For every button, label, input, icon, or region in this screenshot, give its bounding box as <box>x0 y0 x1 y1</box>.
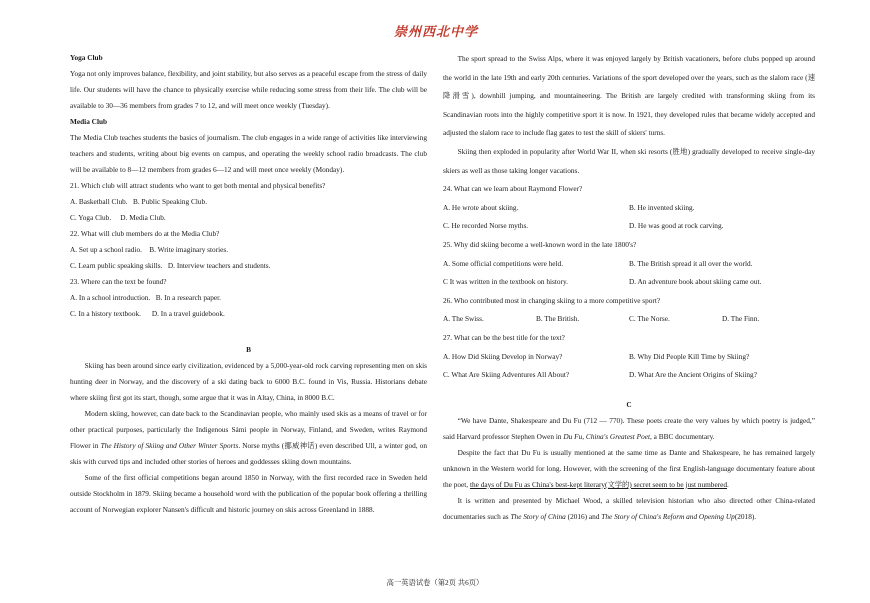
media-club-title: Media Club <box>70 117 108 126</box>
q24-d: D. He was good at rock carving. <box>629 221 724 231</box>
q27-options-cd <box>443 366 815 385</box>
section-b-heading: B <box>246 345 251 354</box>
q23-b: B. In a research paper. <box>155 293 221 302</box>
passage-b-paragraph-1: Skiing has been around since early civilization, evidenced by a 5,000-year-old rock carving representing men on skis hunting deer in Norway, and the discovery of a ski dating back to 6000 B.C. found in Vis, Russia. Historians debate where skiing first got its start, though, some argue that it was in Altay, China, in 8000 B.C. <box>70 361 427 402</box>
yoga-club-title: Yoga Club <box>70 53 103 62</box>
q25-options-cd <box>443 273 815 292</box>
q24-a: A. He wrote about skiing. <box>443 202 519 212</box>
q24-b: B. He invented skiing. <box>629 202 695 212</box>
page-footer: 高一英语试卷（第2页 共6页） <box>386 578 484 587</box>
q25-c: C It was written in the textbook on history. <box>443 277 568 287</box>
q25-a: A. Some official competitions were held. <box>443 258 564 268</box>
passage-b-p2-end: . Norse myths (挪威神话) even described Ull, a winter god, on skis with curved tips and included other stories of heroes and goddesses skiing down mountains. <box>70 441 428 466</box>
q23-a: A. In a school introduction. <box>70 293 151 302</box>
q24-options-cd <box>443 217 815 236</box>
q26-d: D. The Finn. <box>722 314 760 324</box>
section-c-heading: C <box>626 399 632 409</box>
passage-b-paragraph-5: Skiing then exploded in popularity after World War II, when ski resorts (胜地) gradually developed to receive single-day skiers as well as those taking longer vacations. <box>443 146 815 175</box>
right-column <box>443 50 815 525</box>
q21-b: B. Public Speaking Club. <box>133 197 208 206</box>
q27-d: D. What Are the Ancient Origins of Skiing? <box>629 370 757 380</box>
q24-c: C. He recorded Norse myths. <box>443 221 529 231</box>
q23-options-cd <box>70 306 427 322</box>
passage-c-p1-start: “We have Dante, Shakespeare and Du Fu (712 — 770). These poets create the very values by which poetry is judged,” said Harvard professor Stephen Owen in <box>443 415 815 441</box>
passage-c-p1-end: , a BBC documentary. <box>650 431 715 441</box>
q22-stem: 22. What will club members do at the Media Club? <box>70 229 220 238</box>
school-logo: 崇州西北中学 <box>393 24 478 39</box>
q24-options-ab <box>443 199 815 218</box>
q26-b: B. The British. <box>536 314 580 324</box>
q26-options <box>443 310 815 329</box>
underlined-sentence: the days of Du Fu as China's best-kept literary(文学的) secret seem to be just numbered <box>469 479 728 489</box>
q27-stem: 27. What can be the best title for the text? <box>443 332 565 342</box>
media-club-text: The Media Club teaches students the basics of journalism. The club engages in a wide range of activities like interviewing teachers and students, writing about big events on campus, and operating the weekly school radio broadcasts. The club will be available to 8—12 members from grades 6—12 and will meet once weekly (Monday). <box>70 133 427 174</box>
passage-c-p3-mid: (2016) and <box>565 511 602 521</box>
q25-d: D. An adventure book about skiing came out. <box>629 277 762 287</box>
q21-a: A. Basketball Club. <box>70 197 128 206</box>
passage-c-paragraph-1 <box>443 413 815 445</box>
q23-d: D. In a travel guidebook. <box>151 309 225 318</box>
passage-c-p2-start: Despite the fact that Du Fu is usually mentioned at the same time as Dante and Shakespeare, he has remained largely unknown in the Western world for long. However, with the screening of the first English-language documentary feature about the poet, <box>443 447 815 489</box>
q22-d: D. Interview teachers and students. <box>167 261 271 270</box>
documentary-title-reform-and-opening-up: The Story of China's Reform and Opening Up <box>601 511 735 521</box>
documentary-title-story-of-china: The Story of China <box>510 511 566 521</box>
book-title-history-of-skiing: The History of Skiing and Other Winter Sports <box>100 441 239 450</box>
q24-stem: 24. What can we learn about Raymond Flower? <box>443 184 583 194</box>
q25-b: B. The British spread it all over the world. <box>629 258 753 268</box>
passage-c-paragraph-3 <box>443 493 815 525</box>
q22-options-ab <box>70 242 427 258</box>
q22-options-cd <box>70 258 427 274</box>
passage-c-paragraph-2 <box>443 445 815 493</box>
q27-options-ab <box>443 348 815 367</box>
q25-stem: 25. Why did skiing become a well-known word in the late 1800's? <box>443 239 637 249</box>
passage-c-p3-end: (2018). <box>734 511 757 521</box>
passage-b-paragraph-2 <box>70 406 427 470</box>
q21-stem: 21. Which club will attract students who want to get both mental and physical benefits? <box>70 181 326 190</box>
q22-a: A. Set up a school radio. <box>70 245 142 254</box>
q27-b: B. Why Did People Kill Time by Skiing? <box>629 351 750 361</box>
q26-a: A. The Swiss. <box>443 314 484 324</box>
q23-options-ab <box>70 290 427 306</box>
passage-c-p2-end: . <box>727 479 729 489</box>
q23-c: C. In a history textbook. <box>70 309 141 318</box>
q27-c: C. What Are Skiing Adventures All About? <box>443 370 570 380</box>
q21-options-cd <box>70 210 427 226</box>
q25-options-ab <box>443 255 815 274</box>
yoga-club-text: Yoga not only improves balance, flexibility, and joint stability, but also serves as a peaceful escape from the stress of daily life. Our students will have the chance to physically exercise while reducing some stress from their life. The club will be available to 30—36 members from grades 7 to 12, and will meet once weekly (Tuesday). <box>70 69 427 110</box>
q22-c: C. Learn public speaking skills. <box>70 261 163 270</box>
passage-b-p2-start: Modern skiing, however, can date back to the Scandinavian people, who mainly used skis as a means of travel or for other practical purposes, particularly the Indigenous Sámi people in Norway, Finland, and Sweden, writes Raymond Flower in <box>70 409 427 450</box>
q22-b: B. Write imaginary stories. <box>149 245 229 254</box>
q23-stem: 23. Where can the text be found? <box>70 277 167 286</box>
q21-d: D. Media Club. <box>120 213 166 222</box>
q21-c: C. Yoga Club. <box>70 213 112 222</box>
passage-b-paragraph-4: The sport spread to the Swiss Alps, where it was enjoyed largely by British vacationers, before clubs popped up around the world in the late 19th and early 20th centuries. Variations of the sport developed over the years, such as the slalom race (速降滑雪), downhill jumping, and mountaineering. The British are largely credited with transforming skiing from its Scandinavian roots into the highly competitive sport it is now. In 1921, they developed rules that became widely accepted and adjusted the slalom race to include flag gates to test the skill of skiers' turns. <box>443 54 815 138</box>
left-column <box>70 50 427 518</box>
passage-b-paragraph-3: Some of the first official competitions began around 1850 in Norway, with the first recorded race in Sweden held outside Stockholm in 1879. Skiing became a household word with the publication of the popular book offering a thrilling account of Norwegian explorer Nansen's difficult and historic journey on skis across Greenland in 1888. <box>70 473 427 514</box>
passage-c-p3-start: It is written and presented by Michael Wood, a skilled television historian who also directed other China-related documentaries such as <box>443 495 815 521</box>
documentary-title-du-fu: Du Fu, China's Greatest Poet <box>563 431 650 441</box>
q26-c: C. The Norse. <box>629 314 670 324</box>
q21-options-ab <box>70 194 427 210</box>
q26-stem: 26. Who contributed most in changing skiing to a more competitive sport? <box>443 295 661 305</box>
q27-a: A. How Did Skiing Develop in Norway? <box>443 351 563 361</box>
